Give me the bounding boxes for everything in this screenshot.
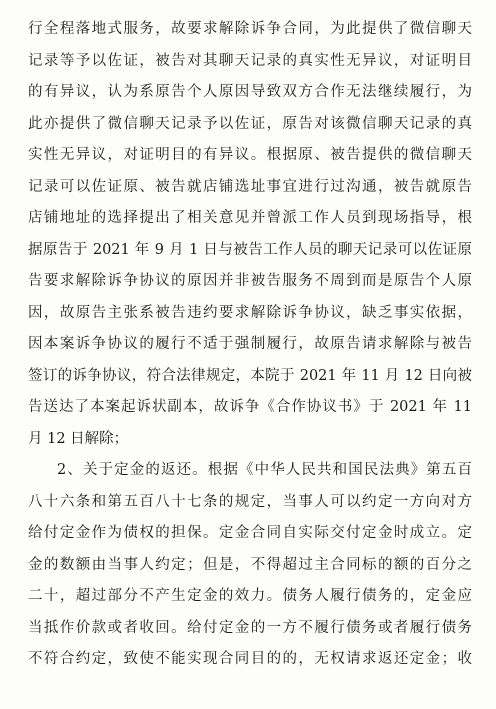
document-body [28, 14, 472, 676]
text-line: 八十六条和第五百八十七条的规定，当事人可以约定一方向对方 [28, 493, 472, 510]
text-line: 月 12 日解除； [28, 430, 129, 447]
text-line: 二十，超过部分不产生定金的效力。债务人履行债务的，定金应 [28, 588, 472, 604]
text-line: 行全程落地式服务，故要求解除诉争合同，为此提供了微信聊天 [28, 21, 472, 37]
text-line: 店铺地址的选择提出了相关意见并曾派工作人员到现场指导，根 [28, 210, 472, 226]
text-line: 签订的诉争协议，符合法律规定，本院于 2021 年 11 月 12 日向被 [28, 367, 472, 384]
text-line: 记录可以佐证原、被告就店铺选址事宜进行过沟通，被告就原告 [28, 178, 472, 195]
text-line: 的有异议，认为系原告个人原因导致双方合作无法继续履行，为 [28, 84, 472, 100]
paragraph-start-line: 2、关于定金的返还。根据《中华人民共和国民法典》第五百 [57, 462, 472, 478]
text-line: 记录等予以佐证，被告对其聊天记录的真实性无异议，对证明目 [28, 52, 472, 69]
text-line: 据原告于 2021 年 9 月 1 日与被告工作人员的聊天记录可以佐证原 [28, 241, 472, 258]
text-line: 因，故原告主张系被告违约要求解除诉争协议，缺乏事实依据， [28, 304, 472, 321]
text-line: 告送达了本案起诉状副本，故诉争《合作协议书》于 2021 年 11 [28, 399, 472, 415]
text-line: 实性无异议，对证明目的有异议。根据原、被告提供的微信聊天 [28, 147, 472, 163]
text-line: 给付定金作为债权的担保。定金合同自实际交付定金时成立。定 [28, 525, 472, 541]
text-line: 不符合约定，致使不能实现合同目的的，无权请求返还定金；收 [28, 651, 472, 667]
text-line: 此亦提供了微信聊天记录予以佐证，原告对该微信聊天记录的真 [28, 115, 472, 132]
text-line: 因本案诉争协议的履行不适于强制履行，故原告请求解除与被告 [28, 336, 472, 352]
text-line: 当抵作价款或者收回。给付定金的一方不履行债务或者履行债务 [28, 619, 472, 636]
text-line: 告要求解除诉争协议的原因并非被告服务不周到而是原告个人原 [28, 273, 472, 289]
text-line: 金的数额由当事人约定；但是，不得超过主合同标的额的百分之 [28, 556, 472, 573]
